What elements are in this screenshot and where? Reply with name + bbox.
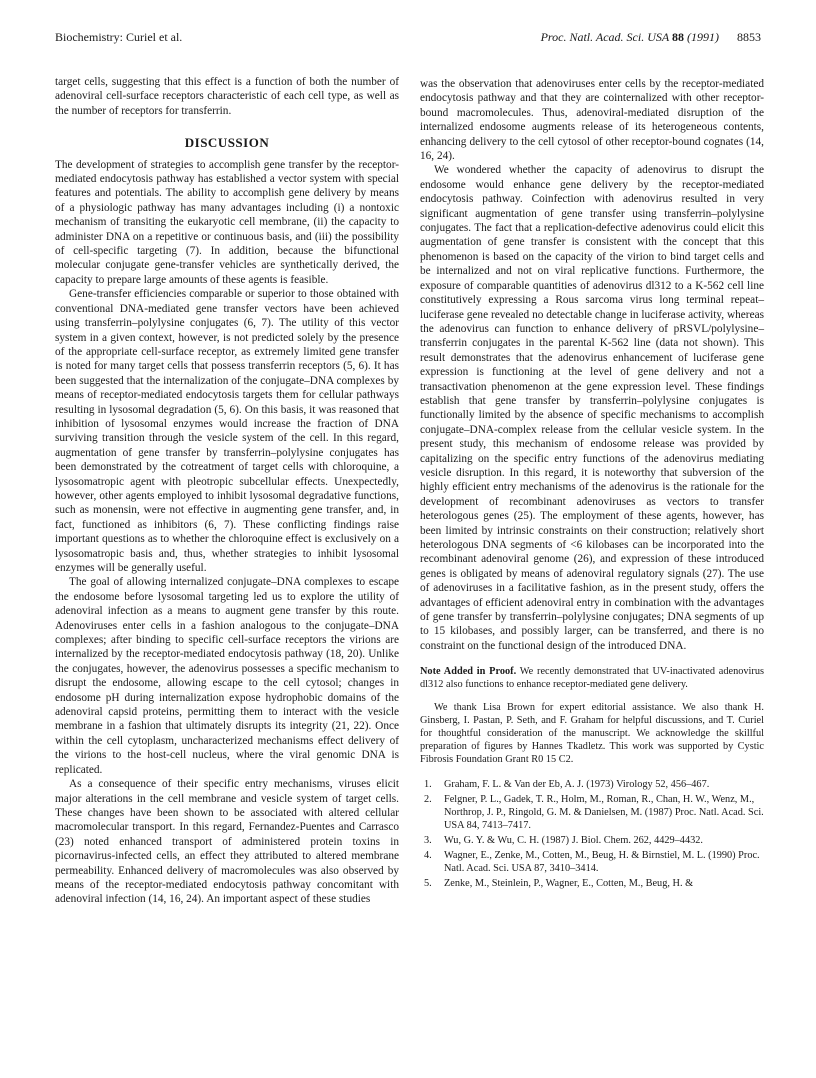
reference-text: Zenke, M., Steinlein, P., Wagner, E., Cotten, M., Beug, H. &	[444, 878, 694, 890]
reference-number: 2.	[424, 794, 432, 806]
reference-text: Wu, G. Y. & Wu, C. H. (1987) J. Biol. Chem. 262, 4429–4432.	[444, 835, 703, 847]
header-year: (1991)	[687, 30, 719, 44]
reference-number: 3.	[424, 835, 432, 847]
reference-number: 1.	[424, 779, 432, 791]
header-authors: Biochemistry: Curiel et al.	[55, 30, 183, 44]
header-volume: 88	[672, 30, 684, 44]
acknowledgment: We thank Lisa Brown for expert editorial assistance. We also thank H. Ginsberg, I. Pastan, P. Seth, and F. Graham for helpful discussions, and T. Curiel for thoughtful consideration of the manuscript. We acknowledge the skillful preparation of figures by Hannes Tkadletz. This work was supported by Cystic Fibrosis Foundation Grant R0 15 C2.	[420, 702, 764, 766]
discussion-paragraph: As a consequence of their specific entry mechanisms, viruses elicit major alterations in the cell membrane and vesicle system of target cells. These changes have been shown to be associated with altered cellular macromolecular transport. In this regard, Fernandez-Puentes and Carrasco (23) noted enhanced transport of administered protein toxins in picornavirus-infected cells, an effect they attributed to altered membrane permeability. Enhanced delivery of macromolecules was also observed by means of the receptor-mediated endocytosis pathway concomitant with adenoviral infection (14, 16, 24). An important aspect of these studies	[55, 778, 399, 906]
note-label: Note Added in Proof.	[420, 666, 517, 678]
header-journal-info	[541, 30, 761, 45]
note-added-in-proof	[420, 665, 764, 691]
page-number: 8853	[737, 30, 761, 44]
right-column	[420, 77, 764, 892]
reference-list	[420, 778, 764, 890]
discussion-paragraph: Gene-transfer efficiencies comparable or superior to those obtained with conventional DNA-mediated gene transfer vectors have been achieved using transferrin–polylysine conjugates (6, 7). The utility of this vector system in a given context, however, is not predicted solely by the presence of the appropriate cell-surface receptor, as extremely limited gene transfer is noted for many target cells that possess transferrin receptors (5, 6). It has been suggested that the internalization of the conjugate–DNA complexes by means of receptor-mediated endocytosis targets them for cellular pathways resulting in lysosomal degradation (5, 6). On this basis, it was reasoned that inhibition of lysosomal enzymes would increase the fraction of DNA surviving transition through the vesicle system of the cell. In this regard, augmentation of gene transfer by transferrin–polylysine conjugates has been demonstrated by the cotreatment of target cells with chloroquine, a lysosomatropic agent with pleotropic subcellular effects. Unexpectedly, however, other agents employed to inhibit lysosomal degradative functions, such as monensin, were not effective in augmenting gene transfer, and, in fact, functioned as inhibitors (6, 7). These conflicting findings raise important questions as to whether the chloroquine effect is exclusively on a lysosomatropic basis and, thus, whether strategies to inhibit lysosomal enzymes will be generally useful.	[55, 288, 399, 574]
continuation-paragraph: was the observation that adenoviruses enter cells by the receptor-mediated endocytosis pathway and that they are cointernalized with other receptor-bound macromolecules. Thus, adenoviral-mediated disruption of the internalized endosome augments release of its heterogeneous contents, enhancing delivery to the cell cytosol of other receptor-bound cognates (14, 16, 24).	[420, 78, 764, 163]
reference-item	[420, 877, 764, 890]
reference-number: 5.	[424, 878, 432, 890]
intro-paragraph: target cells, suggesting that this effect is a function of both the number of adenoviral cell-surface receptors characteristic of each cell type, as well as the number of receptors for transferrin.	[55, 76, 399, 117]
reference-text: Felgner, P. L., Gadek, T. R., Holm, M., Roman, R., Chan, H. W., Wenz, M., Northrop, J. P., Ringold, G. M. & Danielsen, M. (1987) Proc. Natl. Acad. Sci. USA 84, 7413–7417.	[444, 794, 764, 832]
reference-text: Wagner, E., Zenke, M., Cotten, M., Beug, H. & Birnstiel, M. L. (1990) Proc. Natl. Acad. Sci. USA 87, 3410–3414.	[444, 850, 760, 875]
discussion-paragraph: We wondered whether the capacity of adenovirus to disrupt the endosome would enhance gene delivery by the receptor-mediated endocytosis pathway. Coinfection with adenovirus resulted in very significant augmentation of gene transfer using transferrin–polylysine conjugates. The fact that a replication-defective adenovirus could elicit this augmentation of gene transfer is consistent with the concept that this phenomenon is based on the capacity of the virion to bind target cells and be internalized and not on viral replicative functions. Furthermore, the exposure of comparable quantities of adenovirus dl312 to a K-562 cell line constitutively expressing a Rous sarcoma virus long terminal repeat–luciferase gene revealed no detectable change in luciferase activity, whereas the adenovirus can function to enhance delivery of pRSVL/polylysine–transferrin conjugates in the parental K-562 line (data not shown). This result demonstrates that the adenovirus enhancement of luciferase gene expression is functioning at the level of gene delivery and not a transactivation phenomenon at the gene expression level. These findings establish that gene transfer by transferrin–polylysine conjugates is functionally limited by the absence of specific mechanisms to accomplish conjugate–DNA-complex release from the cellular vesicle system. In the present study, this mechanism of endosome release was provided by capitalizing on the specific entry functions of the adenovirus mediating vesicle disruption. In this regard, it is noteworthy that subversion of the highly efficient entry mechanisms of the adenovirus is the rationale for the development of recombinant adenoviruses as vectors to transfer heterologous genes (25). The employment of these agents, however, has been limited by intrinsic constraints on their construction; relatively short heterologous DNA segments of <6 kilobases can be incorporated into the recombinant adenoviral genome (26), and expression of these introduced genes is obligated by means of adenoviral regulatory signals (27). The use of adenoviruses in a facilitative fashion, as in the present study, offers the advantages of efficient adenoviral entry in combination with the advantages of gene transfer by transferrin–polylysine conjugates; DNA segments of up to 15 kilobases, and possibly larger, can be transferred, and there is no constraint on the functional design of the introduced DNA.	[420, 164, 764, 652]
reference-number: 4.	[424, 850, 432, 862]
reference-item	[420, 849, 764, 875]
note-text: We recently demonstrated that UV-inactivated adenovirus dl312 also functions to enhance receptor-mediated gene delivery.	[420, 666, 764, 691]
header-journal: Proc. Natl. Acad. Sci. USA	[540, 30, 669, 44]
reference-item	[420, 778, 764, 791]
discussion-paragraph: The development of strategies to accomplish gene transfer by the receptor-mediated endocytosis pathway has established a vector system with special features and potentials. The ability to accomplish gene delivery by means of a physiologic pathway has many advantages including (i) a nontoxic mechanism of transiting the eukaryotic cell membrane, (ii) the capacity to administer DNA on a repetitive or continuous basis, and (iii) the possibility of cell-specific targeting (7). In addition, because the bifunctional molecular conjugate gene-transfer vehicles are synthetically derived, the capacity to prepare large amounts of these agents is feasible.	[55, 158, 399, 286]
running-header	[55, 30, 761, 48]
discussion-paragraph: The goal of allowing internalized conjugate–DNA complexes to escape the endosome before lysosomal targeting led us to explore the utility of adenoviral infection as a means to augment gene transfer by this route. Adenoviruses enter cells in a fashion analogous to the conjugate–DNA complexes; after binding to specific cell-surface receptors the virions are internalized by the receptor-mediated endocytosis pathway (18, 20). Unlike the conjugates, however, the adenovirus possesses a specific mechanism to disrupt the endosome, allowing escape to the cell cytosol; changes in endosome pH during internalization expose hydrophobic domains of the adenoviral capsid proteins, permitting them to interact with the vesicle membrane in a fashion that ultimately disrupts its integrity (21, 22). Once within the cell cytoplasm, uncharacterized mechanisms effect delivery of the virions to the host-cell nucleus, where the viral genomic DNA is replicated.	[55, 576, 399, 776]
reference-item	[420, 834, 764, 847]
reference-item	[420, 793, 764, 832]
left-column	[55, 75, 399, 907]
reference-text: Graham, F. L. & Van der Eb, A. J. (1973) Virology 52, 456–467.	[444, 779, 710, 791]
section-heading: DISCUSSION	[184, 135, 270, 151]
